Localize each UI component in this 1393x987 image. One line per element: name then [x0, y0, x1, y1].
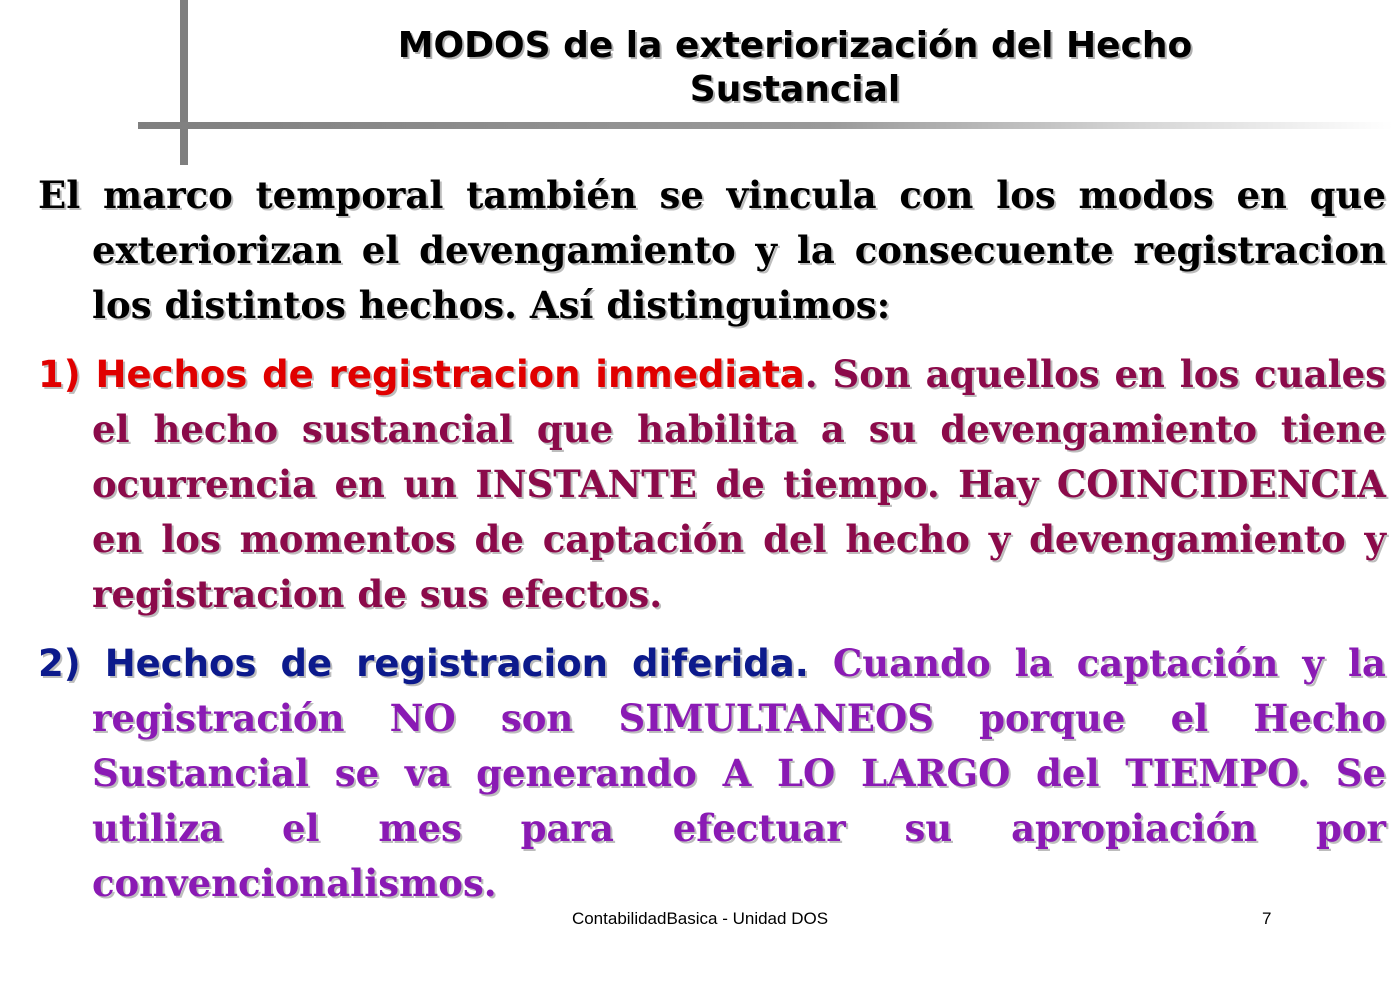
- page-number: 7: [1262, 909, 1272, 928]
- decorative-vertical-line: [180, 0, 188, 165]
- decorative-horizontal-line: [138, 122, 1393, 129]
- item-2-lead: 2) Hechos de registracion diferida.: [38, 642, 809, 685]
- item-1-lead-punct: .: [804, 352, 818, 396]
- intro-paragraph: El marco temporal también se vincula con los modos en que exteriorizan el devengamiento y la consecuente registracion los distintos hechos. Así distinguimos:: [38, 173, 1386, 327]
- list-item-deferred-registration: [38, 636, 1386, 911]
- item-1-lead: 1) Hechos de registracion inmediata: [38, 353, 805, 396]
- list-item-immediate-registration: [38, 347, 1386, 622]
- slide-body: [38, 168, 1386, 911]
- item-1-text: Son aquellos en los cuales el hecho sustancial que habilita a su devengamiento tiene ocurrencia en un INSTANTE de tiempo. Hay COINCIDENCIA en los momentos de captación del hecho y devengamiento y registracion de sus efectos.: [92, 352, 1387, 616]
- slide-title: MODOS de la exteriorización del Hecho Sustancial: [397, 25, 1193, 110]
- item-2-text: Cuando la captación y la registración NO son SIMULTANEOS porque el Hecho Sustancial se va generando A LO LARGO del TIEMPO. Se utiliza el mes para efectuar su apropiación por convencionalismos.: [92, 641, 1386, 905]
- slide-footer: [0, 909, 1393, 933]
- footer-text: ContabilidadBasica - Unidad DOS: [571, 909, 829, 928]
